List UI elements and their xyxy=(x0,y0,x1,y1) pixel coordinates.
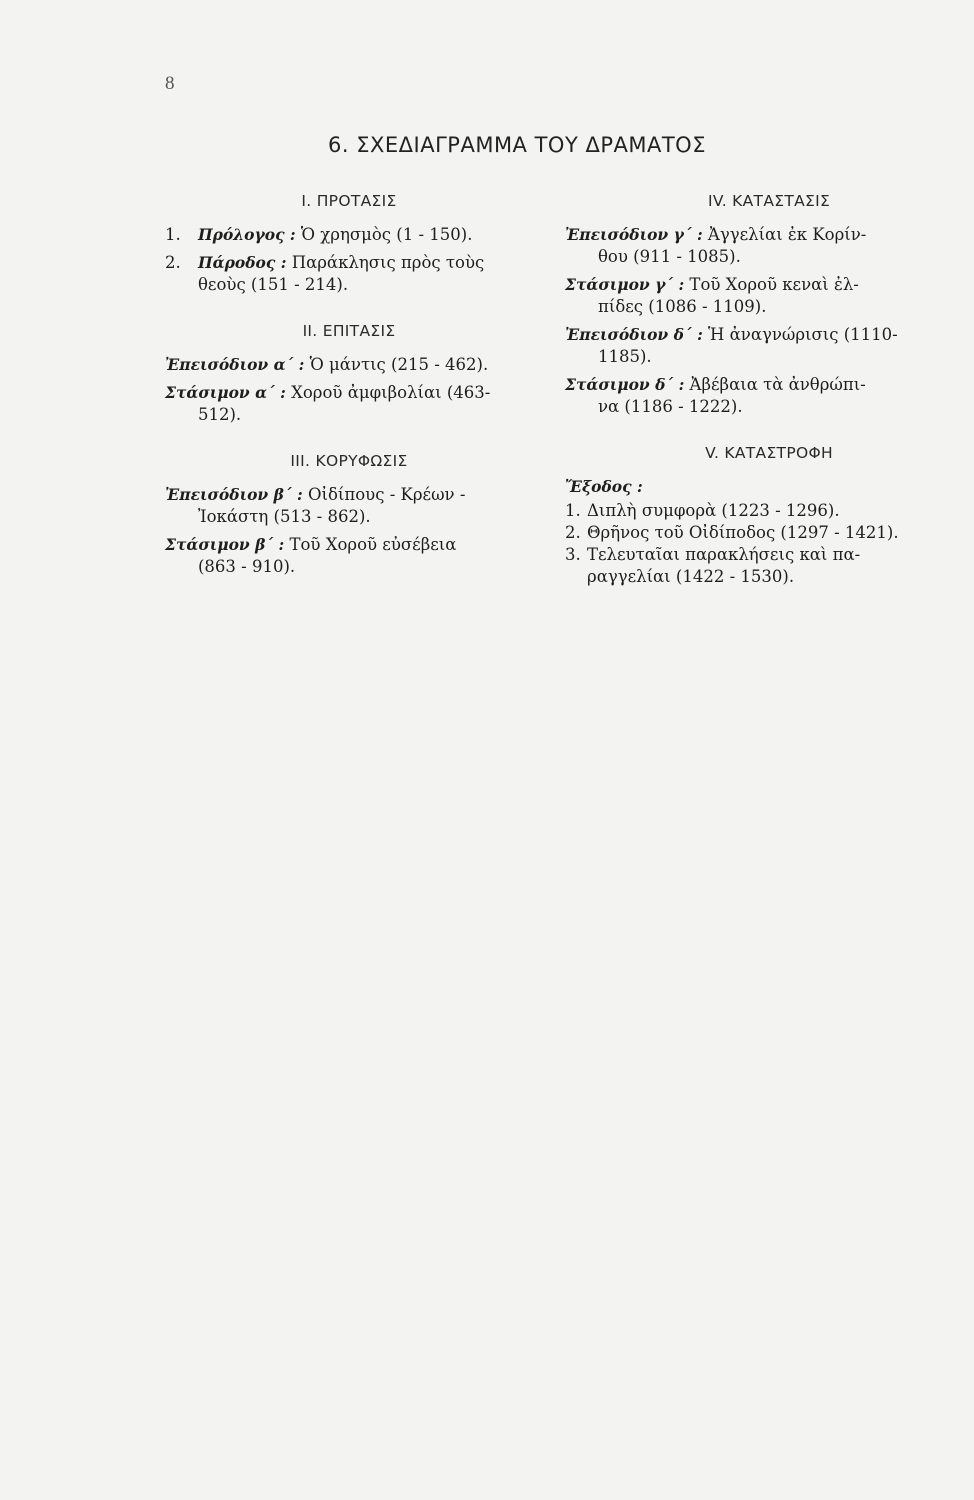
entry-number: 2. xyxy=(165,253,181,272)
entry-text: Ὁ μάντις (215 - 462). xyxy=(304,355,489,374)
entry-label: Ἐπεισόδιον γ΄ : xyxy=(565,225,703,244)
entry-label: Πάροδος : xyxy=(198,253,287,272)
entry-text: Θρῆνος τοῦ Οἰδίποδος (1297 - 1421). xyxy=(587,523,899,542)
entry-label: Ἔξοδος : xyxy=(565,477,643,496)
entry-continuation: θου (911 - 1085). xyxy=(598,247,741,266)
entry-label: Πρόλογος : xyxy=(198,225,296,244)
section-heading-katastrofi: V. ΚΑΤΑΣΤΡΟΦΗ xyxy=(705,444,833,462)
page-title: 6. ΣΧΕΔΙΑΓΡΑΜΜΑ ΤΟΥ ΔΡΑΜΑΤΟΣ xyxy=(328,133,706,157)
entry-label: Στάσιμον δ΄ : xyxy=(565,375,685,394)
page-number: 8 xyxy=(165,73,175,94)
outline-entry xyxy=(165,382,533,426)
entry-continuation: (863 - 910). xyxy=(198,557,296,576)
outline-entry xyxy=(165,484,533,528)
outline-entry xyxy=(565,274,933,318)
entry-text: Τελευταῖαι παρακλήσεις καὶ πα- xyxy=(587,545,861,564)
left-column xyxy=(165,190,533,584)
entry-text: Διπλὴ συμφορὰ (1223 - 1296). xyxy=(587,501,840,520)
entry-continuation: ραγγελίαι (1422 - 1530). xyxy=(587,567,795,586)
outline-entry xyxy=(165,534,533,578)
entry-label: Στάσιμον α΄ : xyxy=(165,383,286,402)
entry-text: Τοῦ Χοροῦ κεναὶ ἐλ- xyxy=(684,275,859,294)
outline-entry xyxy=(565,476,933,498)
entry-text: Τοῦ Χοροῦ εὐσέβεια xyxy=(284,535,457,554)
outline-entry xyxy=(565,522,933,544)
entry-text: Ἀγγελίαι ἐκ Κορίν- xyxy=(702,225,867,244)
entry-continuation: να (1186 - 1222). xyxy=(598,397,743,416)
outline-entry xyxy=(565,324,933,368)
entry-continuation: θεοὺς (151 - 214). xyxy=(198,275,349,294)
entry-continuation: 512). xyxy=(198,405,242,424)
outline-entry xyxy=(565,500,933,522)
entry-text: Ἀβέβαια τὰ ἀνθρώπι- xyxy=(684,375,866,394)
entry-number: 1. xyxy=(165,225,181,244)
entry-label: Στάσιμον γ΄ : xyxy=(565,275,685,294)
entry-continuation: πίδες (1086 - 1109). xyxy=(598,297,767,316)
section-heading-koryfosis: III. ΚΟΡΥΦΩΣΙΣ xyxy=(290,452,408,470)
entry-text: Οἰδίπους - Κρέων - xyxy=(302,485,466,504)
entry-number: 2. xyxy=(565,523,581,542)
right-column xyxy=(565,190,933,594)
section-heading-epitasis: II. ΕΠΙΤΑΣΙΣ xyxy=(302,322,396,340)
entry-label: Ἐπεισόδιον β΄ : xyxy=(165,485,303,504)
entry-number: 3. xyxy=(565,545,581,564)
outline-entry xyxy=(565,224,933,268)
entry-text: Ὁ χρησμὸς (1 - 150). xyxy=(295,225,473,244)
outline-entry xyxy=(165,224,533,246)
entry-continuation: 1185). xyxy=(598,347,652,366)
section-heading-protasis: I. ΠΡΟΤΑΣΙΣ xyxy=(301,192,397,210)
outline-entry xyxy=(565,544,933,588)
entry-text: Ἡ ἀναγνώρισις (1110- xyxy=(702,325,898,344)
entry-number: 1. xyxy=(565,501,581,520)
outline-entry xyxy=(165,252,533,296)
entry-continuation: Ἰοκάστη (513 - 862). xyxy=(198,507,371,526)
entry-label: Ἐπεισόδιον δ΄ : xyxy=(565,325,703,344)
outline-entry xyxy=(165,354,533,376)
entry-text: Παράκλησις πρὸς τοὺς xyxy=(286,253,485,272)
section-heading-katastasis: IV. ΚΑΤΑΣΤΑΣΙΣ xyxy=(707,192,831,210)
entry-label: Ἐπεισόδιον α΄ : xyxy=(165,355,305,374)
entry-label: Στάσιμον β΄ : xyxy=(165,535,285,554)
entry-text: Χοροῦ ἀμφιβολίαι (463- xyxy=(285,383,491,402)
outline-entry xyxy=(565,374,933,418)
